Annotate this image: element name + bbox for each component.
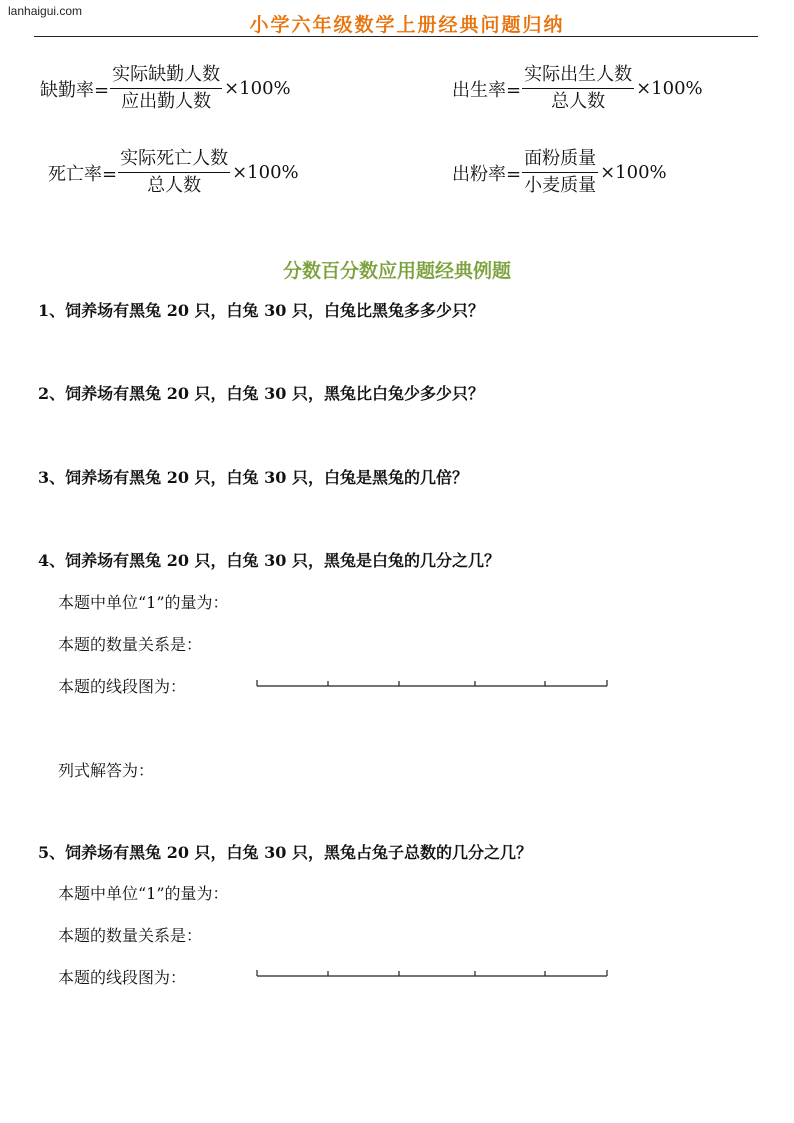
formula-multiplier: ×100%	[232, 162, 299, 183]
line-diagram-prompt: 本题的线段图为：	[58, 677, 187, 696]
fraction-denominator: 总人数	[147, 175, 202, 196]
quantity-relation-prompt: 本题的数量关系是：	[58, 635, 203, 654]
formula-birth-rate	[452, 64, 703, 113]
fraction	[110, 64, 222, 113]
fraction	[118, 148, 230, 197]
formula-multiplier: ×100%	[224, 78, 291, 99]
formula-label: 缺勤率=	[40, 79, 110, 101]
question-2: 2、饲养场有黑兔 20 只，白兔 30 只，黑兔比白兔少多少只？	[38, 384, 484, 403]
question-3: 3、饲养场有黑兔 20 只，白兔 30 只，白兔是黑兔的几倍？	[38, 468, 468, 487]
formula-multiplier: ×100%	[636, 78, 703, 99]
line-diagram-prompt: 本题的线段图为：	[58, 968, 187, 987]
fraction-denominator: 总人数	[551, 91, 606, 112]
site-watermark: lanhaigui.com	[8, 4, 83, 18]
fraction-denominator: 应出勤人数	[121, 91, 212, 112]
formula-label: 死亡率=	[48, 163, 118, 185]
formula-absence-rate	[40, 64, 291, 113]
question-1: 1、饲养场有黑兔 20 只，白兔 30 只，白兔比黑兔多多少只？	[38, 301, 484, 320]
fraction	[522, 64, 634, 113]
formula-multiplier: ×100%	[600, 162, 667, 183]
document-title: 小学六年级数学上册经典问题归纳	[249, 14, 565, 36]
question-4: 4、饲养场有黑兔 20 只，白兔 30 只，黑兔是白兔的几分之几？	[38, 551, 500, 570]
header-divider	[34, 36, 758, 37]
unit-one-prompt: 本题中单位“1”的量为：	[58, 593, 229, 612]
line-segment-diagram	[256, 678, 608, 688]
fraction-numerator: 面粉质量	[522, 148, 598, 173]
formula-label: 出粉率=	[452, 163, 522, 185]
fraction-denominator: 小麦质量	[524, 175, 597, 196]
formula-flour-yield-rate	[452, 148, 667, 197]
formula-death-rate	[48, 148, 299, 197]
fraction	[522, 148, 598, 197]
question-5: 5、饲养场有黑兔 20 只，白兔 30 只，黑兔占兔子总数的几分之几？	[38, 843, 532, 862]
fraction-numerator: 实际缺勤人数	[110, 64, 222, 89]
fraction-numerator: 实际死亡人数	[118, 148, 230, 173]
unit-one-prompt: 本题中单位“1”的量为：	[58, 884, 229, 903]
formula-label: 出生率=	[452, 79, 522, 101]
section-title: 分数百分数应用题经典例题	[282, 260, 511, 282]
fraction-numerator: 实际出生人数	[522, 64, 634, 89]
line-segment-diagram	[256, 968, 608, 978]
quantity-relation-prompt: 本题的数量关系是：	[58, 926, 203, 945]
answer-prompt: 列式解答为：	[58, 761, 155, 780]
